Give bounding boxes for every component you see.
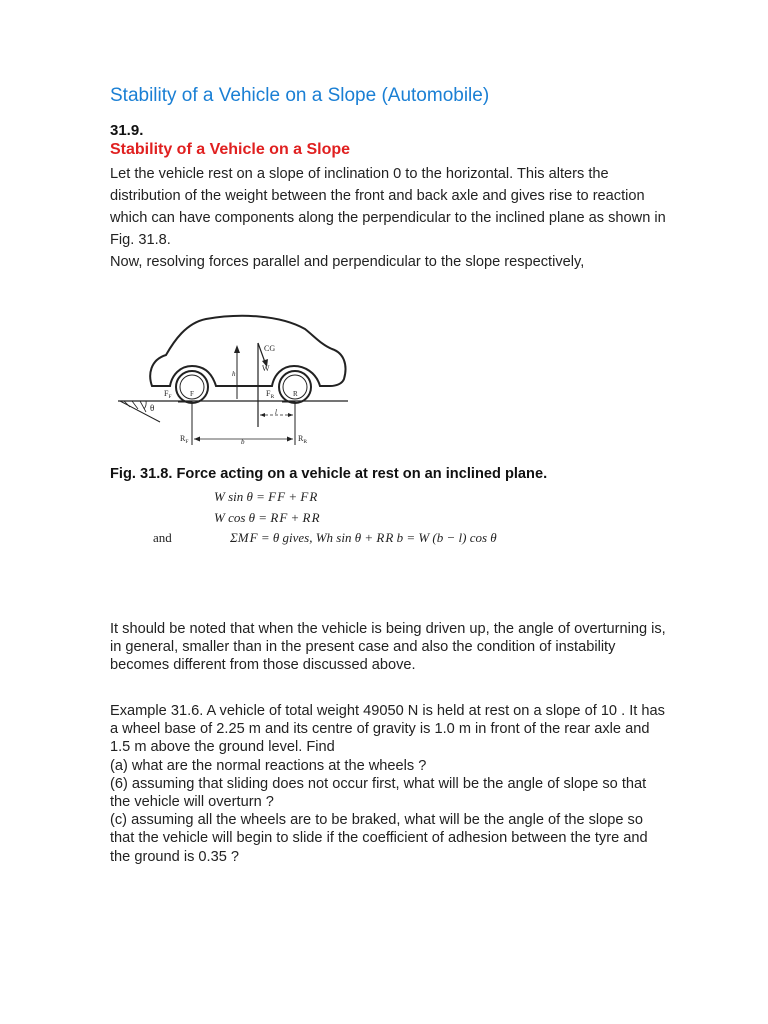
figure-caption: Fig. 31.8. Force acting on a vehicle at rest on an inclined plane. bbox=[110, 466, 548, 482]
l-arrowhead-right bbox=[288, 413, 293, 417]
equation-2: W cos θ = R F + R R bbox=[214, 510, 320, 525]
theta-arc bbox=[144, 401, 146, 409]
note-paragraph: It should be noted that when the vehicle is being driven up, the angle of overturning is, in general, smaller than in the present case and also the condition of instability becomes different from those discussed above. bbox=[110, 621, 666, 673]
intro-paragraph-1: Let the vehicle rest on a slope of inclination 0 to the horizontal. This alters the distribution of the weight between the front and back axle and gives rise to reaction which can have components along the perpendicular to the inclined plane as shown in Fig. 31.8. bbox=[110, 166, 666, 248]
rear-wheel bbox=[279, 371, 311, 403]
label-ff: $F_F$ bbox=[164, 389, 172, 400]
label-rf: $R_F$ bbox=[180, 434, 189, 445]
example-part-b: (6) assuming that sliding does not occur first, what will be the angle of slope so that the vehicle will overturn ? bbox=[110, 775, 647, 811]
equation-1: W sin θ = F F + F R bbox=[214, 489, 318, 504]
height-arrowhead bbox=[234, 345, 240, 353]
intro-paragraph-2: Now, resolving forces parallel and perpendicular to the slope respectively, bbox=[110, 254, 585, 270]
page-title: Stability of a Vehicle on a Slope (Automobile) bbox=[110, 85, 490, 106]
label-r: R bbox=[293, 390, 298, 398]
b-arrowhead-left bbox=[194, 437, 200, 442]
l-arrowhead-left bbox=[260, 413, 265, 417]
slope-hatch bbox=[124, 401, 146, 412]
b-arrowhead-right bbox=[287, 437, 293, 442]
label-w: W bbox=[262, 364, 270, 373]
example-intro: Example 31.6. A vehicle of total weight 49050 N is held at rest on a slope of 10 . It has a wheel base of 2.25 m and its centre of gravity is 1.0 m in front of the rear axle and 1.5 m above the ground level. Find bbox=[110, 703, 665, 756]
intro-text bbox=[110, 163, 670, 273]
label-f: F bbox=[190, 390, 194, 398]
example-block bbox=[110, 702, 670, 866]
front-wheel bbox=[176, 371, 208, 403]
label-h: h bbox=[232, 370, 236, 378]
label-cg: CG bbox=[264, 344, 276, 353]
example-part-a: (a) what are the normal reactions at the wheels ? bbox=[110, 757, 427, 774]
label-b: b bbox=[241, 438, 245, 446]
section-number: 31.9. bbox=[110, 122, 144, 139]
section-title: Stability of a Vehicle on a Slope bbox=[110, 141, 351, 158]
equations-block bbox=[148, 484, 568, 574]
vehicle-slope-figure bbox=[110, 305, 360, 455]
equation-and: and bbox=[153, 530, 172, 545]
label-l: l bbox=[275, 408, 277, 416]
label-fr: $F_R$ bbox=[266, 389, 275, 400]
example-part-c: (c) assuming all the wheels are to be braked, what will be the angle of the slope so that the vehicle will begin to slide if the coefficient of adhesion between the tyre and the ground is 0.35 ? bbox=[110, 812, 648, 865]
label-theta: θ bbox=[150, 403, 155, 413]
equation-3: ΣM F = θ gives, Wh sin θ + R R b = W (b − l) cos θ bbox=[230, 530, 497, 545]
label-rr: $R_R$ bbox=[298, 434, 308, 445]
